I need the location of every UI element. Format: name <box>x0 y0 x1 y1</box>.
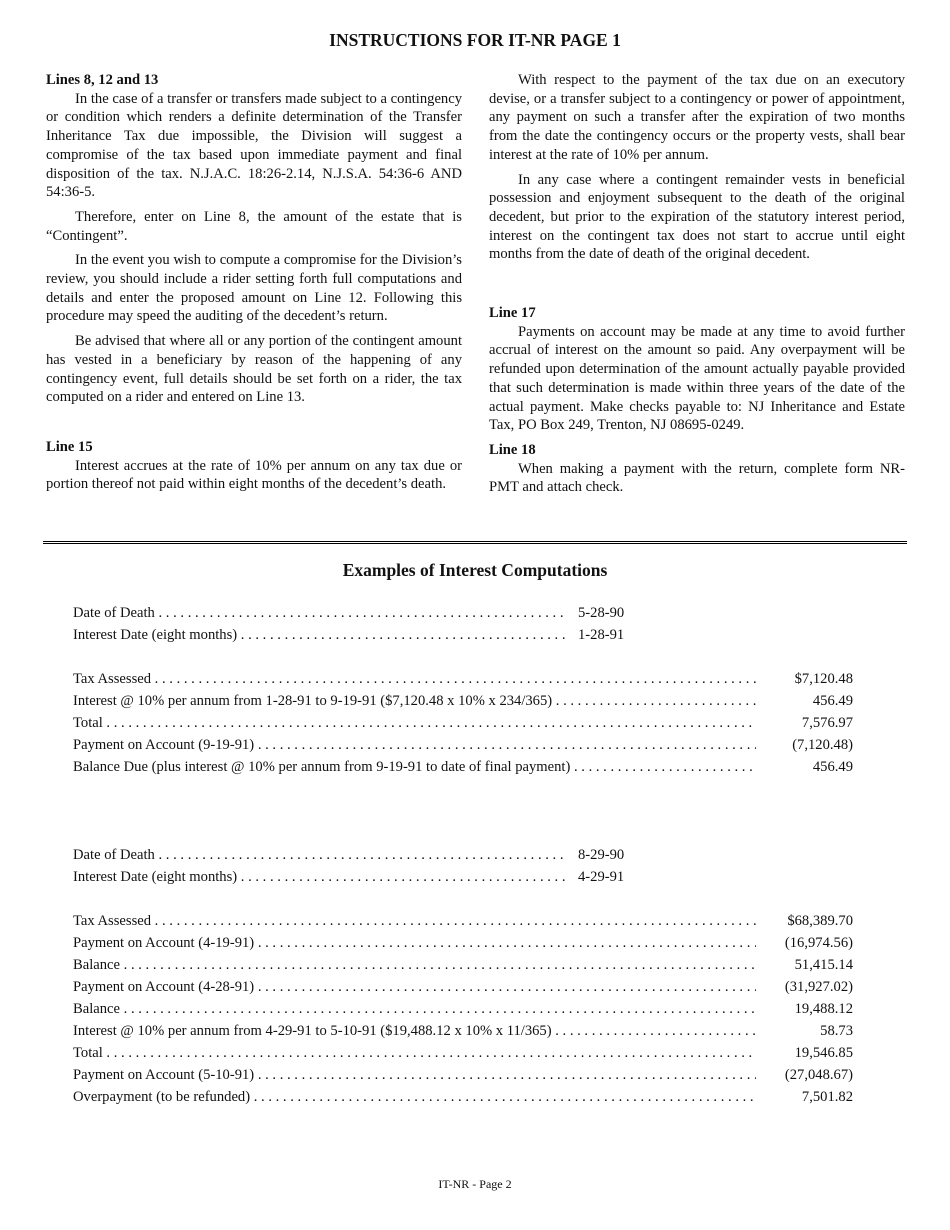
contingent-transfer-paragraph: In the case of a transfer or transfers made subject to a contingency or condition which renders a definite determination of the Transfer Inheritance Tax due impossible, the Division will suggest a compromise of the tax based upon immediate payment and final disposition of the tax. N.J.A.C. 18:26-2.14, N.J.S.A. 54:36-6 AND 54:36-5. <box>46 90 462 201</box>
ex1-row <box>73 756 853 778</box>
compromise-paragraph: In the event you wish to compute a compromise for the Division’s review, you should include a rider setting forth full computations and details and enter the proposed amount on Line 12. Following this procedure may speed the auditing of the decedent’s return. <box>46 252 462 325</box>
ex2-row-value: (27,048.67) <box>784 1067 853 1083</box>
ex2-date-of-death-label: Date of Death . . . <box>73 844 565 866</box>
ex2-row-value: 51,415.14 <box>794 957 853 973</box>
ex1-row-label: Balance Due (plus interest @ 10% per annum from 9-19-91 to date of final payment) . . . <box>73 756 756 778</box>
ex1-row-value: 456.49 <box>812 693 853 709</box>
ex2-row-value: 7,501.82 <box>801 1089 853 1105</box>
ex1-row-value: $7,120.48 <box>794 671 853 687</box>
ex2-row <box>73 976 853 998</box>
ex2-row-label: Payment on Account (4-19-91) . . . <box>73 932 756 954</box>
ex1-row <box>73 712 853 734</box>
ex2-row <box>73 1020 853 1042</box>
ex2-row <box>73 910 853 932</box>
ex2-row <box>73 998 853 1020</box>
ex1-row-label: Tax Assessed . . . <box>73 668 756 690</box>
ex2-row-label: Interest @ 10% per annum from 4-29-91 to 5-10-91 ($19,488.12 x 10% x 11/365) . . . <box>73 1020 756 1042</box>
line-15-heading: Line 15 <box>46 438 93 455</box>
section-divider <box>43 541 907 544</box>
line-15-paragraph: Interest accrues at the rate of 10% per annum on any tax due or portion thereof not paid within eight months of the decedent’s death. <box>46 457 462 493</box>
ex2-date-of-death-value: 8-29-90 <box>578 847 625 863</box>
ex2-interest-date-label: Interest Date (eight months) . . . <box>73 866 565 888</box>
lines-8-12-13-heading: Lines 8, 12 and 13 <box>46 72 159 88</box>
ex1-row-label: Payment on Account (9-19-91) . . . <box>73 734 756 756</box>
ex1-row <box>73 734 853 756</box>
ex2-row-label: Payment on Account (5-10-91) . . . <box>73 1064 756 1086</box>
ex1-row <box>73 668 853 690</box>
page-title: INSTRUCTIONS FOR IT-NR PAGE 1 <box>329 30 621 50</box>
page-footer: IT-NR - Page 2 <box>438 1177 512 1191</box>
line-18-heading: Line 18 <box>489 441 536 458</box>
ex2-row-value: 58.73 <box>820 1023 853 1039</box>
ex1-interest-date-value: 1-28-91 <box>578 627 625 643</box>
line-8-paragraph: Therefore, enter on Line 8, the amount of the estate that is “Contingent”. <box>46 208 462 244</box>
ex2-row-value: (31,927.02) <box>784 979 853 995</box>
vested-paragraph: Be advised that where all or any portion of the contingent amount has vested in a beneficiary by reason of the happening of any contingency event, full details should be set forth on a rider, the tax computed on a rider and entered on Line 13. <box>46 333 462 406</box>
ex2-row-label: Balance . . . <box>73 998 756 1020</box>
ex1-row-value: 7,576.97 <box>801 715 853 731</box>
contingent-remainder-paragraph: In any case where a contingent remainder vests in beneficial possession and enjoyment subsequent to the death of the original decedent, but prior to the expiration of the statutory interest period, interest on the contingent tax does not start to accrue until eight months from the date of death of the original decedent. <box>489 171 905 263</box>
ex1-row-value: 456.49 <box>812 759 853 775</box>
ex2-row-value: 19,546.85 <box>794 1045 853 1061</box>
right-column <box>489 71 905 503</box>
line-18-paragraph: When making a payment with the return, complete form NR-PMT and attach check. <box>489 460 905 496</box>
ex1-row-label: Interest @ 10% per annum from 1-28-91 to 9-19-91 ($7,120.48 x 10% x 234/365) . . . <box>73 690 756 712</box>
ex2-row-value: 19,488.12 <box>794 1001 853 1017</box>
ex1-row-label: Total . . . <box>73 712 756 734</box>
ex2-row-label: Overpayment (to be refunded) . . . <box>73 1086 756 1108</box>
ex2-row-label: Payment on Account (4-28-91) . . . <box>73 976 756 998</box>
line-17-paragraph: Payments on account may be made at any time to avoid further accrual of interest on the amount so paid. Any overpayment will be refunded upon determination of the amount actually payable provided that such determination is made within three years of the date of the actual payment. Make checks payable to: NJ Inheritance and Estate Tax, PO Box 249, Trenton, NJ 08695-0249. <box>489 323 905 434</box>
line-17-heading: Line 17 <box>489 305 536 322</box>
left-column <box>46 71 462 500</box>
ex2-row-label: Total . . . <box>73 1042 756 1064</box>
ex2-row <box>73 1064 853 1086</box>
ex2-row-label: Balance . . . <box>73 954 756 976</box>
ex1-row <box>73 690 853 712</box>
ex2-row-value: $68,389.70 <box>787 913 853 929</box>
ex2-row-label: Tax Assessed . . . <box>73 910 756 932</box>
examples-title: Examples of Interest Computations <box>342 560 608 580</box>
executory-devise-paragraph: With respect to the payment of the tax due on an executory devise, or a transfer subject to a contingency or power of appointment, any payment on such a transfer after the expiration of two months from the date the contingency occurs or the property vests, shall bear interest at the rate of 10% per annum. <box>489 72 905 163</box>
ex1-row-value: (7,120.48) <box>792 737 853 753</box>
ex2-row <box>73 932 853 954</box>
ex2-interest-date-value: 4-29-91 <box>578 869 625 885</box>
ex1-interest-date-label: Interest Date (eight months) . . . <box>73 624 565 646</box>
ex2-row <box>73 1042 853 1064</box>
ex2-row <box>73 954 853 976</box>
ex2-row <box>73 1086 853 1108</box>
ex1-date-of-death-value: 5-28-90 <box>578 605 625 621</box>
ex2-row-value: (16,974.56) <box>784 935 853 951</box>
ex1-date-of-death-label: Date of Death . . . <box>73 602 565 624</box>
